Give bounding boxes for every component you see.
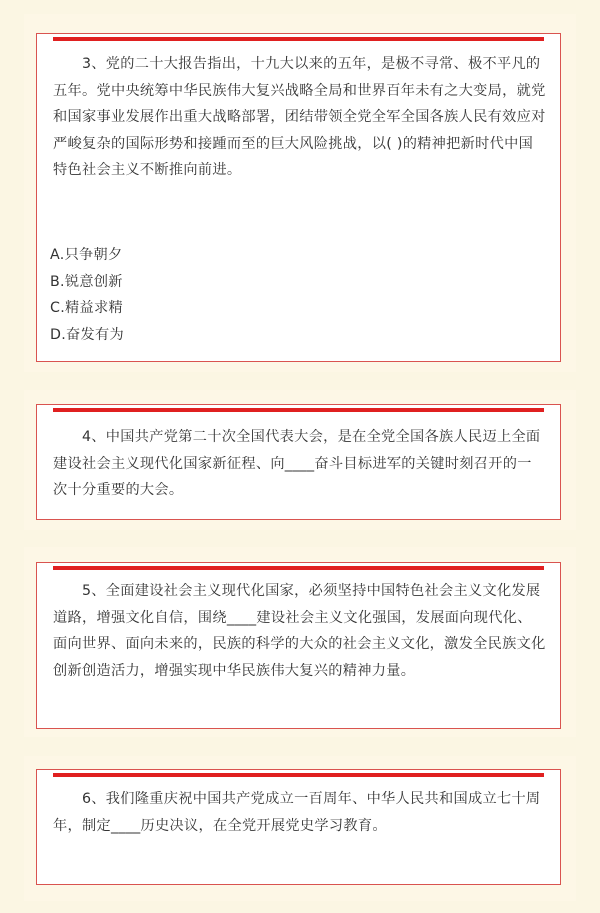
card-accent-bar — [53, 566, 544, 570]
option-list — [50, 242, 124, 348]
option-a[interactable]: A.只争朝夕 — [50, 247, 123, 263]
card-accent-bar — [53, 408, 544, 412]
question-text: 4、中国共产党第二十次全国代表大会，是在全党全国各族人民迈上全面建设社会主义现代化国家新征程、向____奋斗目标进军的关键时刻召开的一次十分重要的大会。 — [53, 429, 541, 498]
question-card-5 — [36, 562, 561, 729]
option-d[interactable]: D.奋发有为 — [50, 326, 124, 343]
question-card-6 — [36, 769, 561, 885]
question-text: 3、党的二十大报告指出，十九大以来的五年，是极不寻常、极不平凡的五年。党中央统筹中华民族伟大复兴战略全局和世界百年未有之大变局，就党和国家事业发展作出重大战略部署，团结带领全党全军全国各族人民有效应对严峻复杂的国际形势和接踵而至的巨大风险挑战，以( )的精神把新时代中国特色社会主义不断推向前进。 — [53, 56, 546, 178]
option-b[interactable]: B.锐意创新 — [50, 273, 123, 290]
question-text: 5、全面建设社会主义现代化国家，必须坚持中国特色社会主义文化发展道路，增强文化自信，围绕____建设社会主义文化强国，发展面向现代化、面向世界、面向未来的，民族的科学的大众的社会主义文化，激发全民族文化创新创造活力，增强实现中华民族伟大复兴的精神力量。 — [53, 583, 546, 679]
card-accent-bar — [53, 37, 544, 41]
question-text: 6、我们隆重庆祝中国共产党成立一百周年、中华人民共和国成立七十周年，制定____历史决议，在全党开展党史学习教育。 — [53, 791, 541, 834]
card-accent-bar — [53, 773, 544, 777]
question-card-4 — [36, 404, 561, 520]
option-c[interactable]: C.精益求精 — [50, 300, 123, 316]
